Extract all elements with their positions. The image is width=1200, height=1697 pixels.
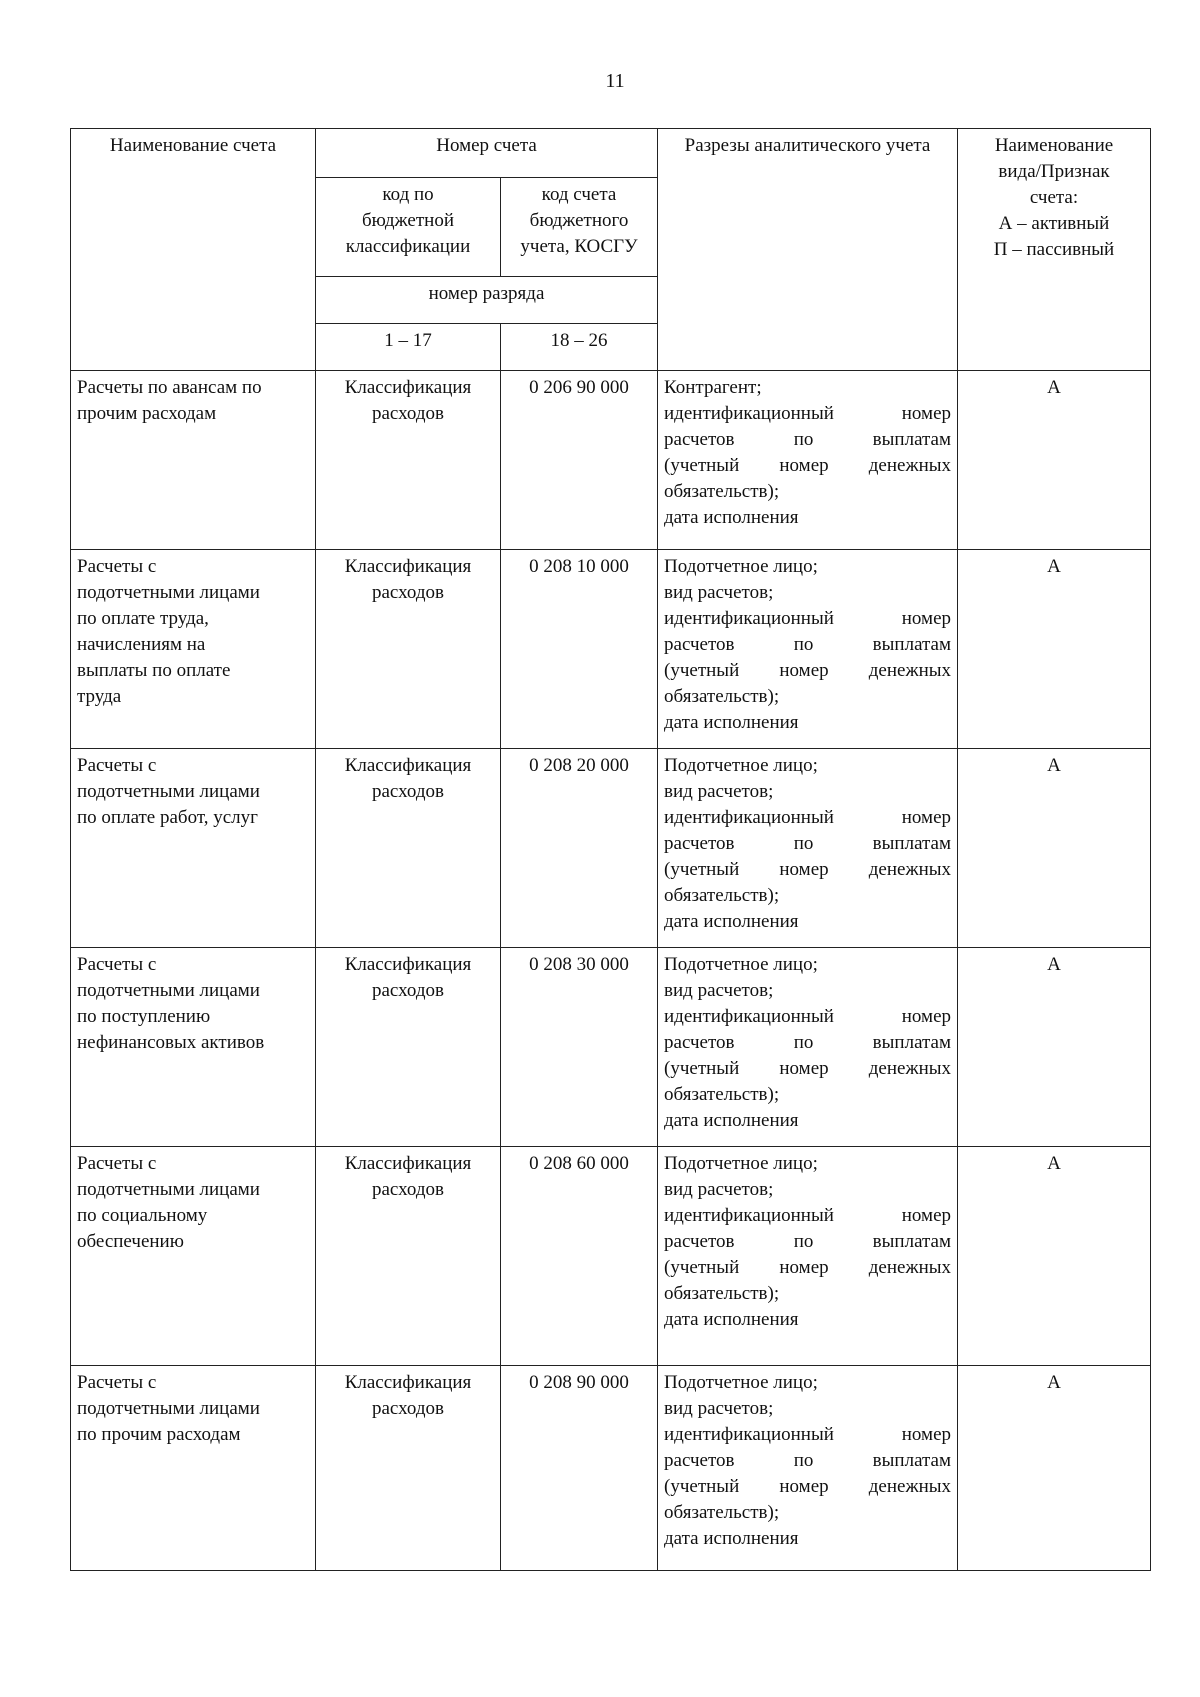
header-type-line: П – пассивный <box>993 239 1115 260</box>
row-analytics-line: (учетный номер денежных <box>664 1476 952 1497</box>
header-account-code-line: бюджетного <box>529 210 629 231</box>
row-analytics-line: дата исполнения <box>664 712 799 733</box>
row-analytics-line: идентификационный номер <box>664 1205 952 1226</box>
row-analytics-line: дата исполнения <box>664 1528 799 1549</box>
row-analytics-line: Подотчетное лицо; <box>664 1153 818 1174</box>
header-account-code <box>501 178 658 277</box>
row-analytics-line: Подотчетное лицо; <box>664 556 818 577</box>
row-analytics-line: обязательств); <box>664 1084 780 1105</box>
row-analytics-line: Подотчетное лицо; <box>664 1372 818 1393</box>
table-row <box>71 948 1151 1147</box>
row-analytics <box>658 550 958 749</box>
table-row <box>71 749 1151 948</box>
row-analytics-line: расчетов по выплатам <box>664 429 952 450</box>
header-type <box>958 129 1151 371</box>
row-code: 0 208 20 000 <box>501 749 658 948</box>
row-classification-line: расходов <box>372 980 444 1001</box>
row-code: 0 208 30 000 <box>501 948 658 1147</box>
row-classification <box>316 1147 501 1366</box>
row-analytics-line: Подотчетное лицо; <box>664 954 818 975</box>
row-analytics-line: обязательств); <box>664 885 780 906</box>
row-account-name-line: по поступлению <box>77 1006 211 1027</box>
row-account-name-line: подотчетными лицами <box>77 1398 260 1419</box>
row-analytics-line: расчетов по выплатам <box>664 634 952 655</box>
header-budget-code-line: бюджетной <box>361 210 454 231</box>
row-account-name <box>71 749 316 948</box>
row-code: 0 206 90 000 <box>501 371 658 550</box>
table-row <box>71 1147 1151 1366</box>
row-account-name-line: по социальному <box>77 1205 208 1226</box>
row-analytics-line: расчетов по выплатам <box>664 1450 952 1471</box>
row-analytics-line: вид расчетов; <box>664 980 774 1001</box>
row-analytics-line: обязательств); <box>664 481 780 502</box>
row-analytics-line: идентификационный номер <box>664 608 952 629</box>
row-analytics-line: обязательств); <box>664 1283 780 1304</box>
row-account-name-line: обеспечению <box>77 1231 184 1252</box>
row-classification <box>316 749 501 948</box>
row-analytics-line: расчетов по выплатам <box>664 833 952 854</box>
row-analytics-line: (учетный номер денежных <box>664 859 952 880</box>
row-code: 0 208 90 000 <box>501 1366 658 1571</box>
row-sign: А <box>958 948 1151 1147</box>
header-account-code-line: учета, КОСГУ <box>520 236 638 257</box>
table-row <box>71 550 1151 749</box>
row-analytics-line: вид расчетов; <box>664 1398 774 1419</box>
row-analytics-line: идентификационный номер <box>664 1424 952 1445</box>
header-budget-code-line: код по <box>382 184 434 205</box>
row-account-name-line: Расчеты с <box>77 1372 157 1393</box>
row-classification-line: Классификация <box>344 1153 472 1174</box>
row-account-name-line: Расчеты с <box>77 954 157 975</box>
header-digits-2: 18 – 26 <box>501 324 658 371</box>
row-analytics-line: дата исполнения <box>664 1309 799 1330</box>
row-classification <box>316 550 501 749</box>
table-row <box>71 371 1151 550</box>
row-analytics-line: Контрагент; <box>664 377 762 398</box>
row-analytics-line: Подотчетное лицо; <box>664 755 818 776</box>
header-analytics: Разрезы аналитического учета <box>658 129 958 371</box>
row-account-name-line: Расчеты с <box>77 556 157 577</box>
row-classification-line: Классификация <box>344 954 472 975</box>
row-analytics-line: дата исполнения <box>664 507 799 528</box>
header-account-number: Номер счета <box>316 129 658 178</box>
row-classification-line: Классификация <box>344 1372 472 1393</box>
row-code: 0 208 60 000 <box>501 1147 658 1366</box>
row-analytics <box>658 948 958 1147</box>
row-classification-line: расходов <box>372 1398 444 1419</box>
row-analytics-line: (учетный номер денежных <box>664 455 952 476</box>
header-type-line: Наименование <box>994 135 1114 156</box>
row-analytics-line: (учетный номер денежных <box>664 660 952 681</box>
row-classification-line: расходов <box>372 403 444 424</box>
row-analytics <box>658 749 958 948</box>
row-classification <box>316 948 501 1147</box>
row-sign: А <box>958 1366 1151 1571</box>
row-classification-line: Классификация <box>344 755 472 776</box>
row-account-name-line: подотчетными лицами <box>77 980 260 1001</box>
row-account-name <box>71 550 316 749</box>
row-classification-line: Классификация <box>344 556 472 577</box>
row-sign: А <box>958 1147 1151 1366</box>
row-account-name-line: по прочим расходам <box>77 1424 241 1445</box>
row-account-name-line: нефинансовых активов <box>77 1032 265 1053</box>
row-account-name-line: труда <box>77 686 122 707</box>
row-code: 0 208 10 000 <box>501 550 658 749</box>
row-sign: А <box>958 749 1151 948</box>
row-account-name <box>71 1366 316 1571</box>
row-analytics-line: (учетный номер денежных <box>664 1257 952 1278</box>
row-sign: А <box>958 371 1151 550</box>
header-account-code-line: код счета <box>541 184 617 205</box>
row-analytics-line: идентификационный номер <box>664 807 952 828</box>
row-analytics-line: (учетный номер денежных <box>664 1058 952 1079</box>
row-analytics-line: обязательств); <box>664 1502 780 1523</box>
row-classification-line: Классификация <box>344 377 472 398</box>
row-account-name <box>71 371 316 550</box>
header-type-line: вида/Признак <box>998 161 1110 182</box>
row-analytics <box>658 371 958 550</box>
row-account-name-line: прочим расходам <box>77 403 217 424</box>
row-classification-line: расходов <box>372 781 444 802</box>
row-classification-line: расходов <box>372 582 444 603</box>
row-sign: А <box>958 550 1151 749</box>
row-analytics-line: вид расчетов; <box>664 1179 774 1200</box>
row-analytics-line: вид расчетов; <box>664 582 774 603</box>
header-digits-1: 1 – 17 <box>316 324 501 371</box>
row-analytics-line: расчетов по выплатам <box>664 1032 952 1053</box>
row-analytics-line: дата исполнения <box>664 1110 799 1131</box>
table-row <box>71 1366 1151 1571</box>
header-type-line: А – активный <box>998 213 1110 234</box>
header-account-name: Наименование счета <box>71 129 316 371</box>
row-account-name <box>71 948 316 1147</box>
row-analytics-line: расчетов по выплатам <box>664 1231 952 1252</box>
header-row-1 <box>71 129 1151 178</box>
row-account-name-line: по оплате труда, <box>77 608 209 629</box>
row-account-name-line: Расчеты по авансам по <box>77 377 262 398</box>
row-classification <box>316 1366 501 1571</box>
header-type-line: счета: <box>1029 187 1079 208</box>
row-analytics-line: идентификационный номер <box>664 1006 952 1027</box>
row-account-name-line: Расчеты с <box>77 1153 157 1174</box>
row-classification-line: расходов <box>372 1179 444 1200</box>
accounts-table <box>70 128 1151 1571</box>
row-analytics-line: вид расчетов; <box>664 781 774 802</box>
row-account-name-line: подотчетными лицами <box>77 781 260 802</box>
header-digit-number: номер разряда <box>316 277 658 324</box>
row-account-name <box>71 1147 316 1366</box>
row-account-name-line: начислениям на <box>77 634 206 655</box>
header-budget-code-line: классификации <box>345 236 471 257</box>
row-analytics-line: обязательств); <box>664 686 780 707</box>
row-classification <box>316 371 501 550</box>
page-number: 11 <box>605 70 625 92</box>
row-account-name-line: выплаты по оплате <box>77 660 231 681</box>
row-analytics-line: идентификационный номер <box>664 403 952 424</box>
row-account-name-line: Расчеты с <box>77 755 157 776</box>
row-analytics-line: дата исполнения <box>664 911 799 932</box>
row-analytics <box>658 1366 958 1571</box>
row-account-name-line: по оплате работ, услуг <box>77 807 258 828</box>
row-account-name-line: подотчетными лицами <box>77 582 260 603</box>
row-analytics <box>658 1147 958 1366</box>
header-budget-code <box>316 178 501 277</box>
row-account-name-line: подотчетными лицами <box>77 1179 260 1200</box>
